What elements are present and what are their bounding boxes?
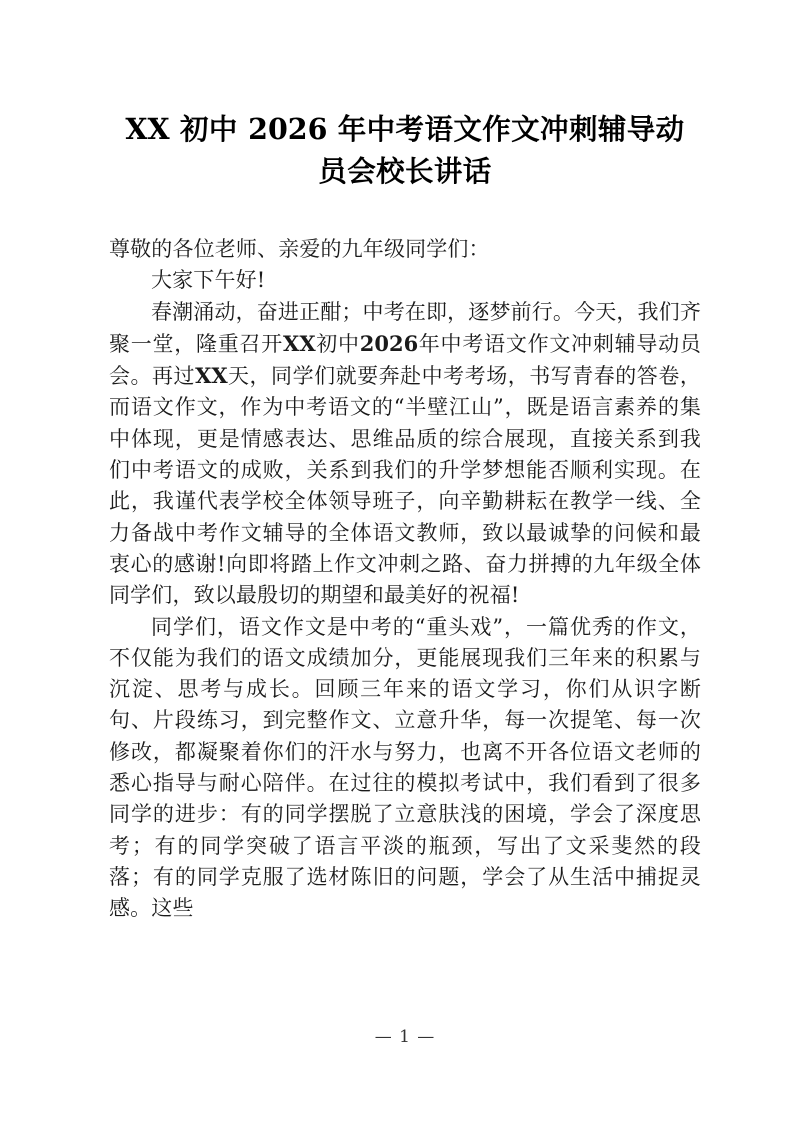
latin-run: XX — [195, 363, 228, 389]
latin-run: XX — [125, 112, 170, 146]
page-title — [109, 108, 701, 192]
latin-run: 2026 — [248, 112, 328, 146]
paragraph-salutation: 尊敬的各位老师、亲爱的九年级同学们： — [109, 237, 490, 261]
paragraph-opening: 春潮涌动，奋进正酣；中考在即，逐梦前行。今天，我们齐聚一堂，隆重召开XX初中2026年中考语文作文冲刺辅导动员会。再过XX天，同学们就要奔赴中考考场，书写青春的答卷，而语文作文，作为中考语文的“半壁江山”，既是语言素养的集中体现，更是情感表达、思维品质的综合展现，直接关系到我们中考语文的成败，关系到我们的升学梦想能否顺利实现。在此，我谨代表学校全体领导班子，向辛勤耕耘在教学一线、全力备战中考作文辅导的全体语文教师，致以最诚挚的问候和最衷心的感谢!向即将踏上作文冲刺之路、奋力拼搏的九年级全体同学们，致以最殷切的期望和最美好的祝福! — [109, 299, 701, 608]
page-number: — 1 — — [374, 1027, 436, 1047]
latin-run: 2026 — [359, 330, 419, 356]
paragraph-body-review: 同学们，语文作文是中考的“重头戏”，一篇优秀的作文，不仅能为我们的语文成绩加分，更能展现我们三年来的积累与沉淀、思考与成长。回顾三年来的语文学习，你们从识字断句、片段练习，到完整作文、立意升华，每一次提笔、每一次修改，都凝聚着你们的汗水与努力，也离不开各位语文老师的悉心指导与耐心陪伴。在过往的模拟考试中，我们看到了很多同学的进步：有的同学摆脱了立意肤浅的困境，学会了深度思考；有的同学突破了语言平淡的瓶颈，写出了文采斐然的段落；有的同学克服了选材陈旧的问题，学会了从生活中捕捉灵感。这些 — [109, 614, 701, 921]
page-footer — [109, 1027, 701, 1047]
page-title-line-1: XX 初中 2026 年中考语文作文冲刺辅导动 — [125, 112, 685, 146]
latin-run: XX — [283, 330, 316, 356]
page-title-line-2: 员会校长讲话 — [318, 154, 492, 188]
paragraph-greeting: 大家下午好! — [151, 268, 266, 293]
document-body — [109, 234, 701, 925]
